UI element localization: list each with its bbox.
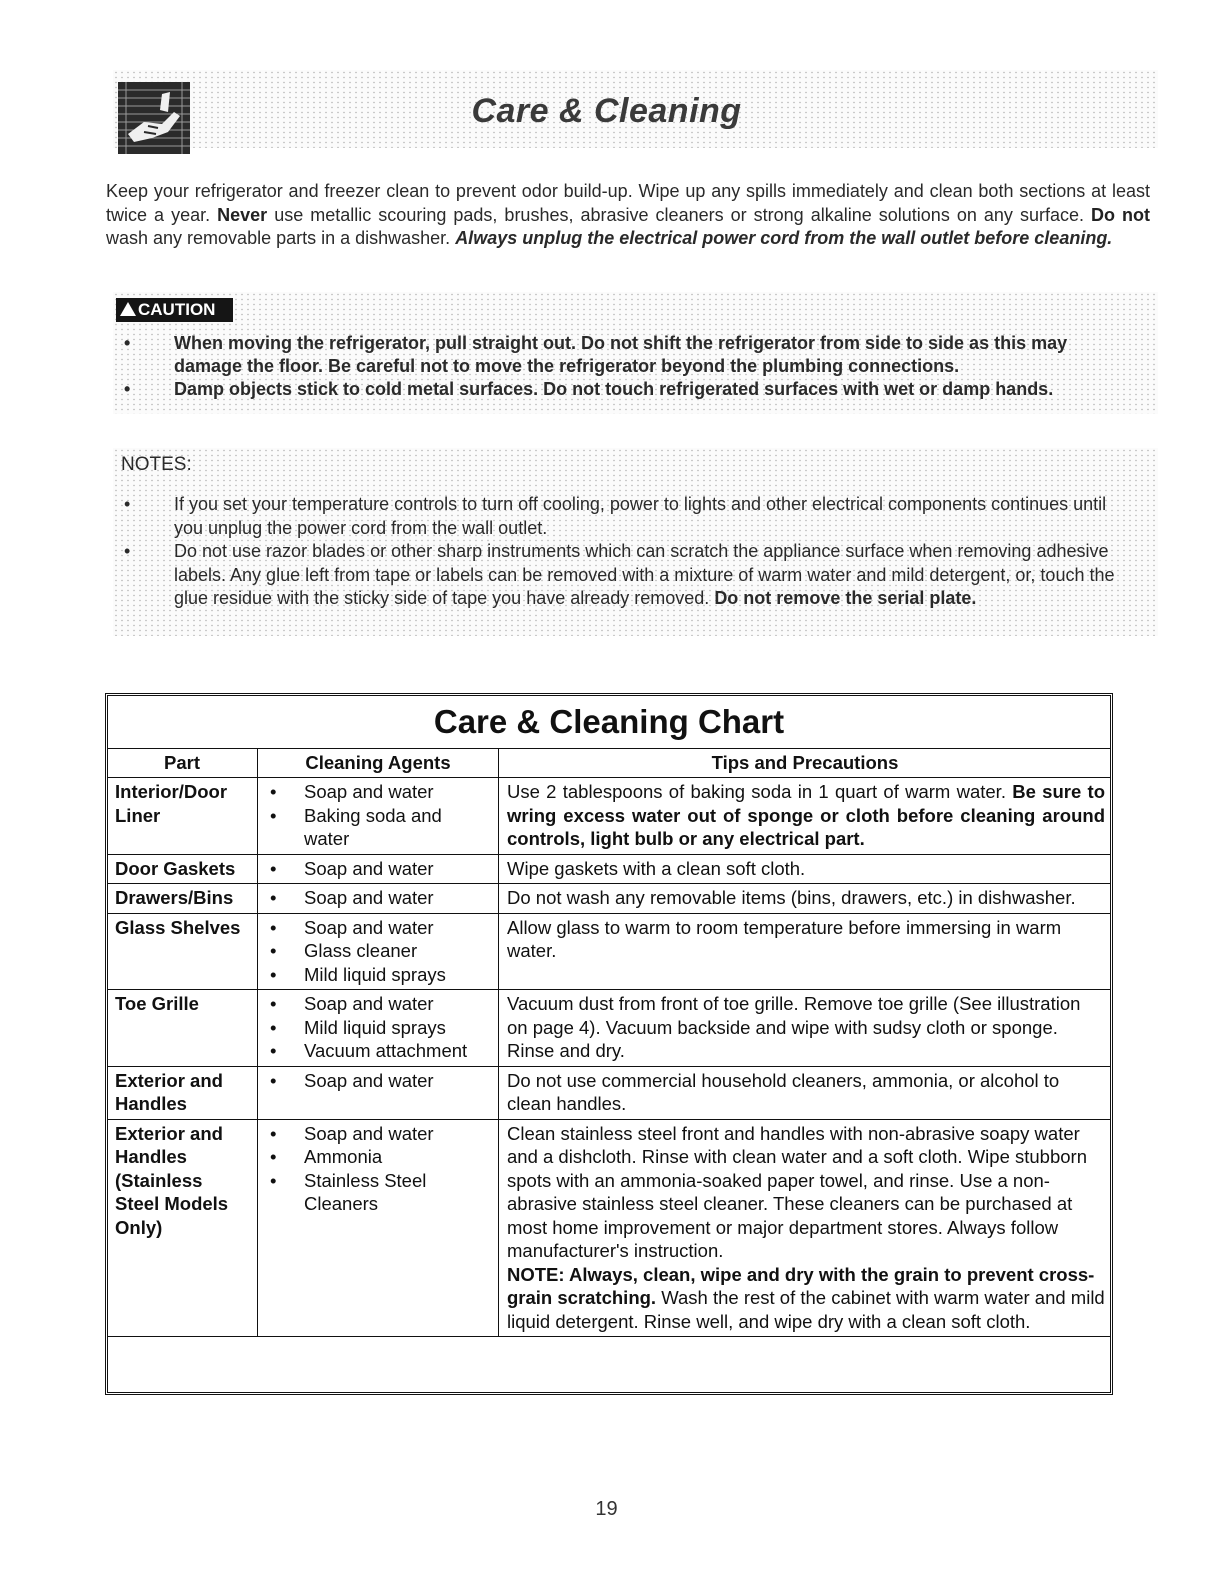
tips-cell: Allow glass to warm to room temperature before immersing in warm water. bbox=[499, 913, 1112, 990]
agent-item: • Soap and water bbox=[266, 992, 492, 1016]
agent-item: • Baking soda and water bbox=[266, 804, 492, 851]
intro-unplug-warning: Always unplug the electrical power cord from the wall outlet before cleaning. bbox=[455, 228, 1113, 248]
table-row bbox=[107, 1119, 1111, 1337]
table-row bbox=[107, 990, 1111, 1067]
agent-item: • Soap and water bbox=[266, 916, 492, 940]
page-number: 19 bbox=[595, 1498, 618, 1520]
agents-cell bbox=[258, 1119, 499, 1337]
agent-item: • Mild liquid sprays bbox=[266, 963, 492, 987]
note-item bbox=[118, 540, 1138, 611]
agents-cell bbox=[258, 884, 499, 914]
table-row bbox=[107, 913, 1111, 990]
agent-item: • Ammonia bbox=[266, 1145, 492, 1169]
caution-badge bbox=[116, 298, 233, 322]
part-cell: Exterior and Handles bbox=[107, 1066, 258, 1119]
caution-item: • When moving the refrigerator, pull straight out. Do not shift the refrigerator from side to side as this may damage the floor. Be careful not to move the refrigerator beyond the plumbing connections. bbox=[118, 332, 1138, 378]
part-cell: Door Gaskets bbox=[107, 854, 258, 884]
intro-text-1: Keep your refrigerator and freezer clean to prevent odor build-up. Wipe up any spills immediately and clean both sections at least twice a year. bbox=[106, 181, 1150, 225]
note-item: • If you set your temperature controls to turn off cooling, power to lights and other electrical components continues until you unplug the power cord from the wall outlet. bbox=[118, 493, 1138, 540]
note-item-text: Do not use razor blades or other sharp instruments which can scratch the appliance surface when removing adhesive labels. Any glue left from tape or labels can be removed with a mixture of warm water and mild detergent, or, touch the glue residue with the sticky side of tape you have already removed. bbox=[174, 541, 1115, 608]
tips-cell: Wipe gaskets with a clean soft cloth. bbox=[499, 854, 1112, 884]
table-row bbox=[107, 884, 1111, 914]
part-cell: Toe Grille bbox=[107, 990, 258, 1067]
agents-cell bbox=[258, 913, 499, 990]
tips-cell: Do not wash any removable items (bins, drawers, etc.) in dishwasher. bbox=[499, 884, 1112, 914]
agents-cell bbox=[258, 1066, 499, 1119]
table-row bbox=[107, 778, 1111, 855]
intro-paragraph bbox=[106, 180, 1150, 251]
tips-text: Use 2 tablespoons of baking soda in 1 quart of warm water. bbox=[507, 781, 1013, 802]
page-title: Care & Cleaning bbox=[471, 92, 742, 130]
agent-item: • Glass cleaner bbox=[266, 939, 492, 963]
agent-item: • Stainless Steel Cleaners bbox=[266, 1169, 492, 1216]
intro-never: Never bbox=[217, 204, 268, 225]
caution-item: • Damp objects stick to cold metal surfaces. Do not touch refrigerated surfaces with wet or damp hands. bbox=[118, 378, 1138, 401]
tips-cell bbox=[499, 1119, 1112, 1337]
care-cleaning-table bbox=[107, 748, 1111, 1337]
tips-bold: NOTE: Always, clean, wipe and dry with the grain to prevent cross-grain scratching. bbox=[507, 1263, 1095, 1308]
table-row bbox=[107, 1066, 1111, 1119]
part-cell: Interior/Door Liner bbox=[107, 778, 258, 855]
intro-text-3: wash any removable parts in a dishwasher. bbox=[106, 228, 456, 248]
agent-item: • Vacuum attachment bbox=[266, 1039, 492, 1063]
table-header-row bbox=[107, 749, 1111, 778]
header-part: Part bbox=[107, 749, 258, 778]
tips-text-after: Wash the rest of the cabinet with warm water and mild liquid detergent. Rinse well, and wipe dry with a clean soft cloth. bbox=[507, 1287, 1105, 1332]
header-tips: Tips and Precautions bbox=[499, 749, 1112, 778]
agent-item: • Soap and water bbox=[266, 857, 492, 881]
agents-cell bbox=[258, 778, 499, 855]
agent-item: • Soap and water bbox=[266, 886, 492, 910]
agents-cell bbox=[258, 990, 499, 1067]
agents-cell bbox=[258, 854, 499, 884]
tips-cell: Do not use commercial household cleaners, ammonia, or alcohol to clean handles. bbox=[499, 1066, 1112, 1119]
notes-list bbox=[118, 493, 1138, 611]
tips-text: Clean stainless steel front and handles with non-abrasive soapy water and a dishcloth. Rinse with clean water and a soft cloth. Wipe stubborn spots with an ammonia-soaked paper towel, and rinse. Use a non-abrasive stainless steel cleaner. These cleaners can be purchased at most home improvement or major department stores. Always follow manufacturer's instruction. bbox=[507, 1122, 1087, 1261]
agent-item: • Mild liquid sprays bbox=[266, 1016, 492, 1040]
note-item-bold: Do not remove the serial plate. bbox=[714, 588, 977, 608]
agent-item: • Soap and water bbox=[266, 1122, 492, 1146]
part-cell: Glass Shelves bbox=[107, 913, 258, 990]
notes-title: NOTES: bbox=[121, 454, 192, 475]
part-cell: Drawers/Bins bbox=[107, 884, 258, 914]
header-agents: Cleaning Agents bbox=[258, 749, 499, 778]
warning-triangle-icon bbox=[120, 302, 136, 316]
tips-cell bbox=[499, 778, 1112, 855]
tips-cell: Vacuum dust from front of toe grille. Remove toe grille (See illustration on page 4). Vacuum backside and wipe with sudsy cloth or sponge. Rinse and dry. bbox=[499, 990, 1112, 1067]
part-cell: Exterior and Handles (Stainless Steel Models Only) bbox=[107, 1119, 258, 1337]
agent-item: • Soap and water bbox=[266, 780, 492, 804]
chart-title: Care & Cleaning Chart bbox=[433, 703, 785, 740]
caution-badge-label: CAUTION bbox=[138, 300, 216, 319]
table-row bbox=[107, 854, 1111, 884]
tips-bold: Be sure to wring excess water out of sponge or cloth before cleaning around controls, light bulb or any electrical part. bbox=[507, 781, 1105, 849]
agent-item: • Soap and water bbox=[266, 1069, 492, 1093]
intro-text-2: use metallic scouring pads, brushes, abrasive cleaners or strong alkaline solutions on any surface. bbox=[267, 204, 1091, 225]
caution-list bbox=[118, 332, 1138, 401]
intro-do-not: Do not bbox=[1091, 204, 1151, 225]
